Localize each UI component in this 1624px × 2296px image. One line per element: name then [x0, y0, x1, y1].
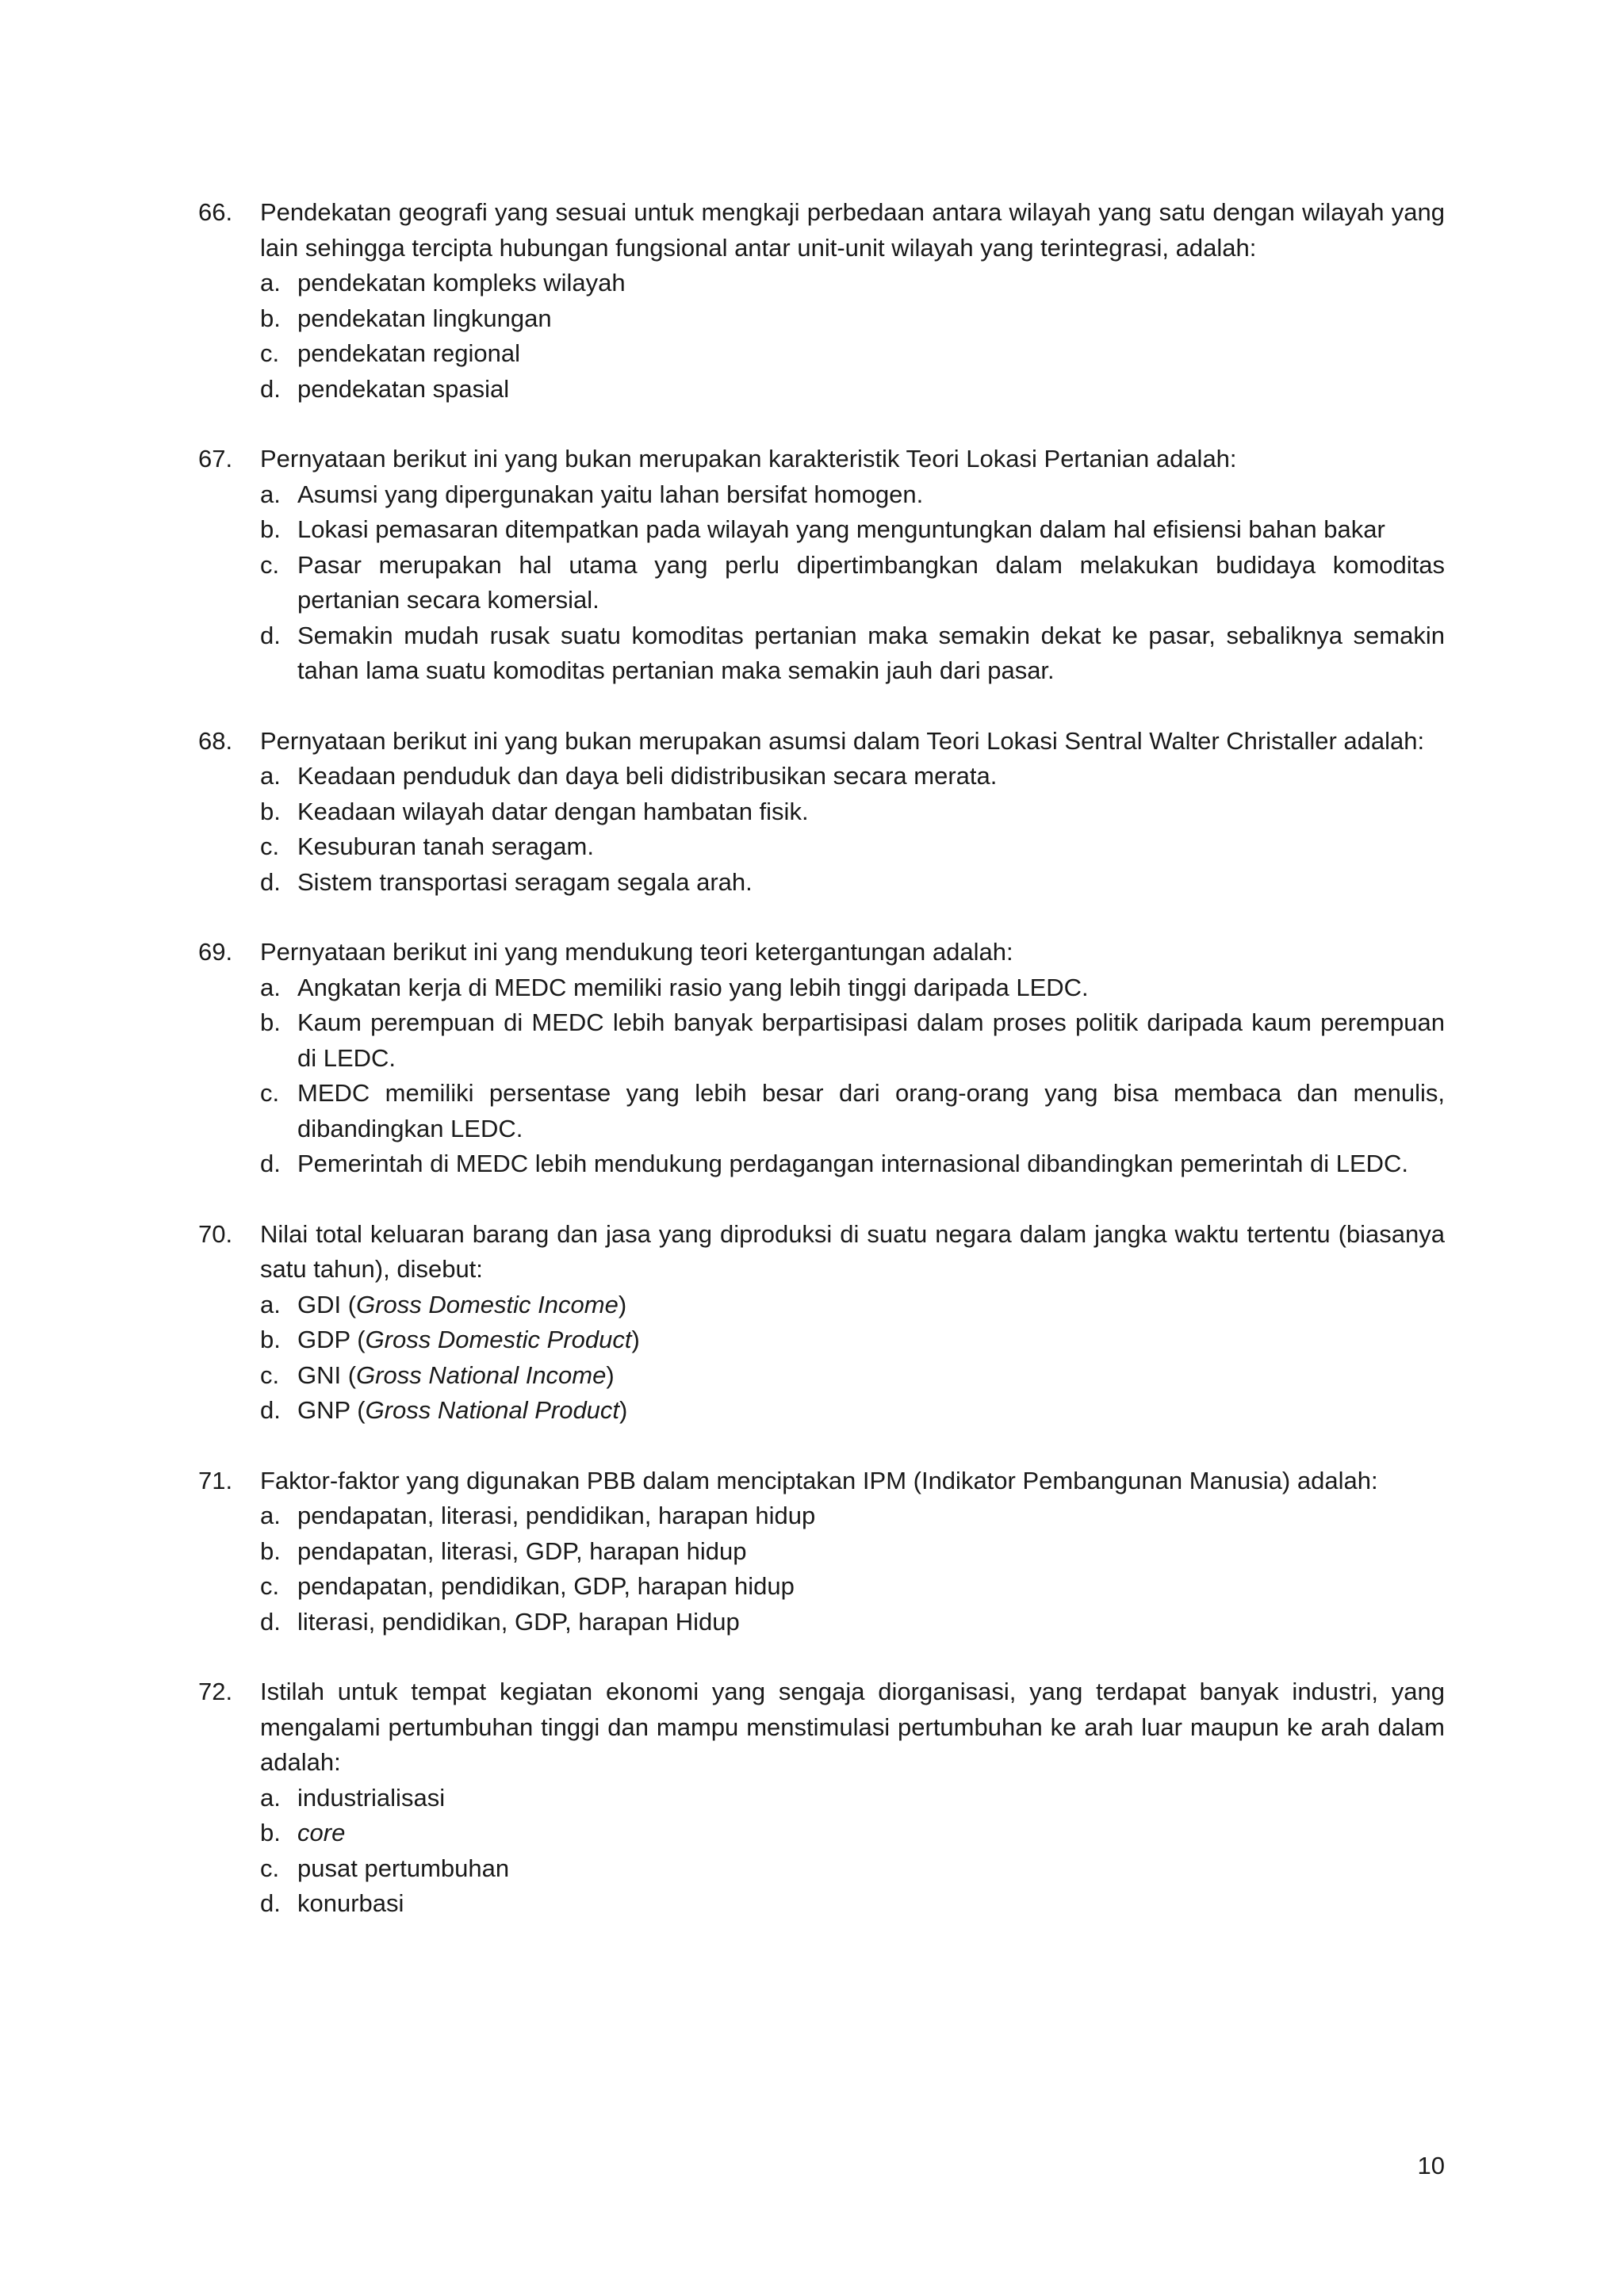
option-letter: b. — [260, 515, 281, 543]
option-text — [297, 512, 1445, 548]
option-text-part: Pemerintah di MEDC lebih mendukung perdagangan internasional dibandingkan pemerintah di LEDC. — [297, 1150, 1409, 1177]
question-text: Nilai total keluaran barang dan jasa yang diproduksi di suatu negara dalam jangka waktu tertentu (biasanya satu tahun), disebut: — [260, 1219, 1445, 1283]
option-text — [297, 548, 1445, 618]
option-letter: d. — [260, 1889, 281, 1917]
answer-option — [260, 1358, 1445, 1394]
option-text-part: Semakin mudah rusak suatu komoditas pertanian maka semakin dekat ke pasar, sebaliknya semakin tahan lama suatu komoditas pertanian maka semakin jauh dari pasar. — [297, 621, 1445, 684]
option-text — [297, 1886, 1445, 1922]
answer-option — [260, 1322, 1445, 1358]
option-text-part: Kaum perempuan di MEDC lebih banyak berpartisipasi dalam proses politik daripada kaum perempuan di LEDC. — [297, 1008, 1445, 1072]
option-text — [297, 970, 1445, 1006]
option-text-part: pendapatan, pendidikan, GDP, harapan hidup — [297, 1572, 795, 1600]
option-text-part: ) — [618, 1290, 627, 1318]
question-body — [260, 1217, 1445, 1429]
question-body — [260, 724, 1445, 901]
answer-option — [260, 1851, 1445, 1887]
option-text — [297, 1569, 1445, 1605]
option-letter: c. — [260, 550, 280, 579]
answer-option — [260, 794, 1445, 830]
option-text-italic: Gross Domestic Income — [356, 1290, 619, 1318]
question-number: 70. — [198, 1219, 233, 1248]
question-70 — [198, 1217, 1445, 1429]
option-letter: a. — [260, 269, 281, 297]
option-text — [297, 1498, 1445, 1534]
option-text-part: pendapatan, literasi, pendidikan, harapan hidup — [297, 1502, 816, 1529]
question-text: Pernyataan berikut ini yang bukan merupakan asumsi dalam Teori Lokasi Sentral Walter Christaller adalah: — [260, 726, 1425, 755]
option-text — [297, 1605, 1445, 1640]
question-text: Faktor-faktor yang digunakan PBB dalam menciptakan IPM (Indikator Pembangunan Manusia) adalah: — [260, 1466, 1378, 1494]
option-letter: d. — [260, 621, 281, 649]
option-text-part: Sistem transportasi seragam segala arah. — [297, 867, 753, 896]
answer-option — [260, 301, 1445, 337]
option-text-part: pendapatan, literasi, GDP, harapan hidup — [297, 1536, 747, 1565]
option-letter: b. — [260, 1536, 281, 1565]
option-letter: d. — [260, 867, 281, 896]
question-number: 71. — [198, 1466, 233, 1494]
option-text — [297, 1146, 1445, 1182]
option-text-part: GNP ( — [297, 1396, 366, 1424]
question-71 — [198, 1464, 1445, 1640]
option-text — [297, 1393, 1445, 1429]
option-letter: a. — [260, 762, 281, 790]
question-68 — [198, 724, 1445, 901]
option-letter: c. — [260, 1854, 280, 1882]
option-text-part: ) — [606, 1360, 615, 1389]
question-body — [260, 195, 1445, 407]
option-text-part: GDP ( — [297, 1326, 366, 1353]
option-text-part: GNI ( — [297, 1360, 357, 1389]
question-text: Pernyataan berikut ini yang mendukung teori ketergantungan adalah: — [260, 938, 1013, 966]
option-text-part: Keadaan wilayah datar dengan hambatan fisik. — [297, 797, 809, 825]
option-text — [297, 266, 1445, 301]
option-text — [297, 1534, 1445, 1570]
question-body — [260, 442, 1445, 689]
option-text-part: industrialisasi — [297, 1783, 446, 1812]
option-text — [297, 336, 1445, 372]
option-text-italic: Gross National Income — [356, 1360, 607, 1389]
option-text — [297, 1076, 1445, 1146]
option-text — [297, 372, 1445, 408]
option-text — [297, 1851, 1445, 1887]
option-text-part: konurbasi — [297, 1889, 404, 1917]
option-text-part: Keadaan penduduk dan daya beli didistribusikan secara merata. — [297, 762, 998, 790]
question-text: Pendekatan geografi yang sesuai untuk mengkaji perbedaan antara wilayah yang satu dengan wilayah yang lain sehingga tercipta hubungan fungsional antar unit-unit wilayah yang terintegrasi, adalah: — [260, 198, 1445, 262]
option-letter: d. — [260, 1607, 281, 1636]
option-list — [260, 1288, 1445, 1429]
option-text-part: Kesuburan tanah seragam. — [297, 832, 594, 860]
option-list — [260, 477, 1445, 689]
option-list — [260, 1781, 1445, 1922]
option-text — [297, 477, 1445, 513]
option-text-part: Angkatan kerja di MEDC memiliki rasio yang lebih tinggi daripada LEDC. — [297, 973, 1089, 1001]
option-letter: b. — [260, 1008, 281, 1036]
answer-option — [260, 1076, 1445, 1146]
option-text — [297, 1288, 1445, 1323]
option-text-part: pendekatan regional — [297, 339, 520, 367]
option-text — [297, 301, 1445, 337]
option-letter: c. — [260, 339, 280, 367]
question-72 — [198, 1674, 1445, 1922]
question-text: Pernyataan berikut ini yang bukan merupakan karakteristik Teori Lokasi Pertanian adalah: — [260, 445, 1237, 473]
answer-option — [260, 266, 1445, 301]
option-text-part: ) — [631, 1326, 640, 1353]
option-letter: a. — [260, 973, 281, 1001]
question-text: Istilah untuk tempat kegiatan ekonomi yang sengaja diorganisasi, yang terdapat banyak industri, yang mengalami pertumbuhan tinggi dan mampu menstimulasi pertumbuhan ke arah luar maupun ke arah dalam adalah: — [260, 1678, 1445, 1776]
option-letter: b. — [260, 1326, 281, 1353]
question-69 — [198, 935, 1445, 1182]
answer-option — [260, 865, 1445, 901]
answer-option — [260, 1605, 1445, 1640]
question-66 — [198, 195, 1445, 407]
answer-option — [260, 829, 1445, 865]
option-text — [297, 1358, 1445, 1394]
option-letter: b. — [260, 797, 281, 825]
option-text — [297, 865, 1445, 901]
answer-option — [260, 1886, 1445, 1922]
option-letter: a. — [260, 1290, 281, 1318]
answer-option — [260, 548, 1445, 618]
option-letter: a. — [260, 480, 281, 508]
question-body — [260, 1674, 1445, 1922]
question-67 — [198, 442, 1445, 689]
answer-option — [260, 1288, 1445, 1323]
option-text — [297, 1005, 1445, 1076]
option-text-italic: Gross National Product — [365, 1396, 620, 1424]
option-list — [260, 1498, 1445, 1640]
option-letter: d. — [260, 1150, 281, 1177]
option-letter: a. — [260, 1783, 281, 1812]
answer-option — [260, 1816, 1445, 1851]
option-text-part: ) — [619, 1396, 628, 1424]
option-text — [297, 618, 1445, 689]
option-text-part: Asumsi yang dipergunakan yaitu lahan bersifat homogen. — [297, 480, 924, 508]
option-letter: b. — [260, 304, 281, 332]
option-list — [260, 759, 1445, 900]
option-text — [297, 1322, 1445, 1358]
question-body — [260, 1464, 1445, 1640]
option-letter: c. — [260, 1079, 280, 1107]
option-list — [260, 970, 1445, 1182]
answer-option — [260, 1498, 1445, 1534]
option-text-part: GDI ( — [297, 1290, 357, 1318]
option-list — [260, 266, 1445, 407]
question-number: 67. — [198, 445, 233, 473]
option-text-italic: Gross Domestic Product — [365, 1326, 632, 1353]
answer-option — [260, 477, 1445, 513]
answer-option — [260, 336, 1445, 372]
answer-option — [260, 1146, 1445, 1182]
question-number: 66. — [198, 198, 233, 226]
option-text-part: Lokasi pemasaran ditempatkan pada wilayah yang menguntungkan dalam hal efisiensi bahan bakar — [297, 515, 1385, 543]
answer-option — [260, 1534, 1445, 1570]
answer-option — [260, 1569, 1445, 1605]
option-letter: c. — [260, 832, 280, 860]
page-number: 10 — [1417, 2152, 1445, 2179]
option-text-part: Pasar merupakan hal utama yang perlu dipertimbangkan dalam melakukan budidaya komoditas pertanian secara komersial. — [297, 550, 1445, 614]
question-body — [260, 935, 1445, 1182]
question-number: 69. — [198, 938, 233, 966]
answer-option — [260, 1781, 1445, 1816]
option-letter: b. — [260, 1819, 281, 1846]
option-text-part: pendekatan kompleks wilayah — [297, 269, 626, 297]
question-number: 68. — [198, 726, 233, 755]
option-text-part: MEDC memiliki persentase yang lebih besar dari orang-orang yang bisa membaca dan menulis, dibandingkan LEDC. — [297, 1079, 1445, 1142]
option-text — [297, 829, 1445, 865]
answer-option — [260, 1005, 1445, 1076]
answer-option — [260, 759, 1445, 794]
option-letter: c. — [260, 1572, 280, 1600]
option-text-part: pendekatan spasial — [297, 374, 510, 403]
option-letter: a. — [260, 1502, 281, 1529]
answer-option — [260, 372, 1445, 408]
answer-option — [260, 970, 1445, 1006]
question-number: 72. — [198, 1678, 233, 1705]
option-text-italic: core — [297, 1819, 346, 1846]
question-list — [198, 195, 1445, 1957]
option-text — [297, 1816, 1445, 1851]
option-text — [297, 794, 1445, 830]
option-text — [297, 759, 1445, 794]
option-text — [297, 1781, 1445, 1816]
option-text-part: pusat pertumbuhan — [297, 1854, 510, 1882]
option-text-part: pendekatan lingkungan — [297, 304, 552, 332]
option-text-part: literasi, pendidikan, GDP, harapan Hidup — [297, 1607, 740, 1636]
answer-option — [260, 512, 1445, 548]
answer-option — [260, 618, 1445, 689]
answer-option — [260, 1393, 1445, 1429]
option-letter: c. — [260, 1360, 280, 1389]
option-letter: d. — [260, 374, 281, 403]
option-letter: d. — [260, 1396, 281, 1424]
